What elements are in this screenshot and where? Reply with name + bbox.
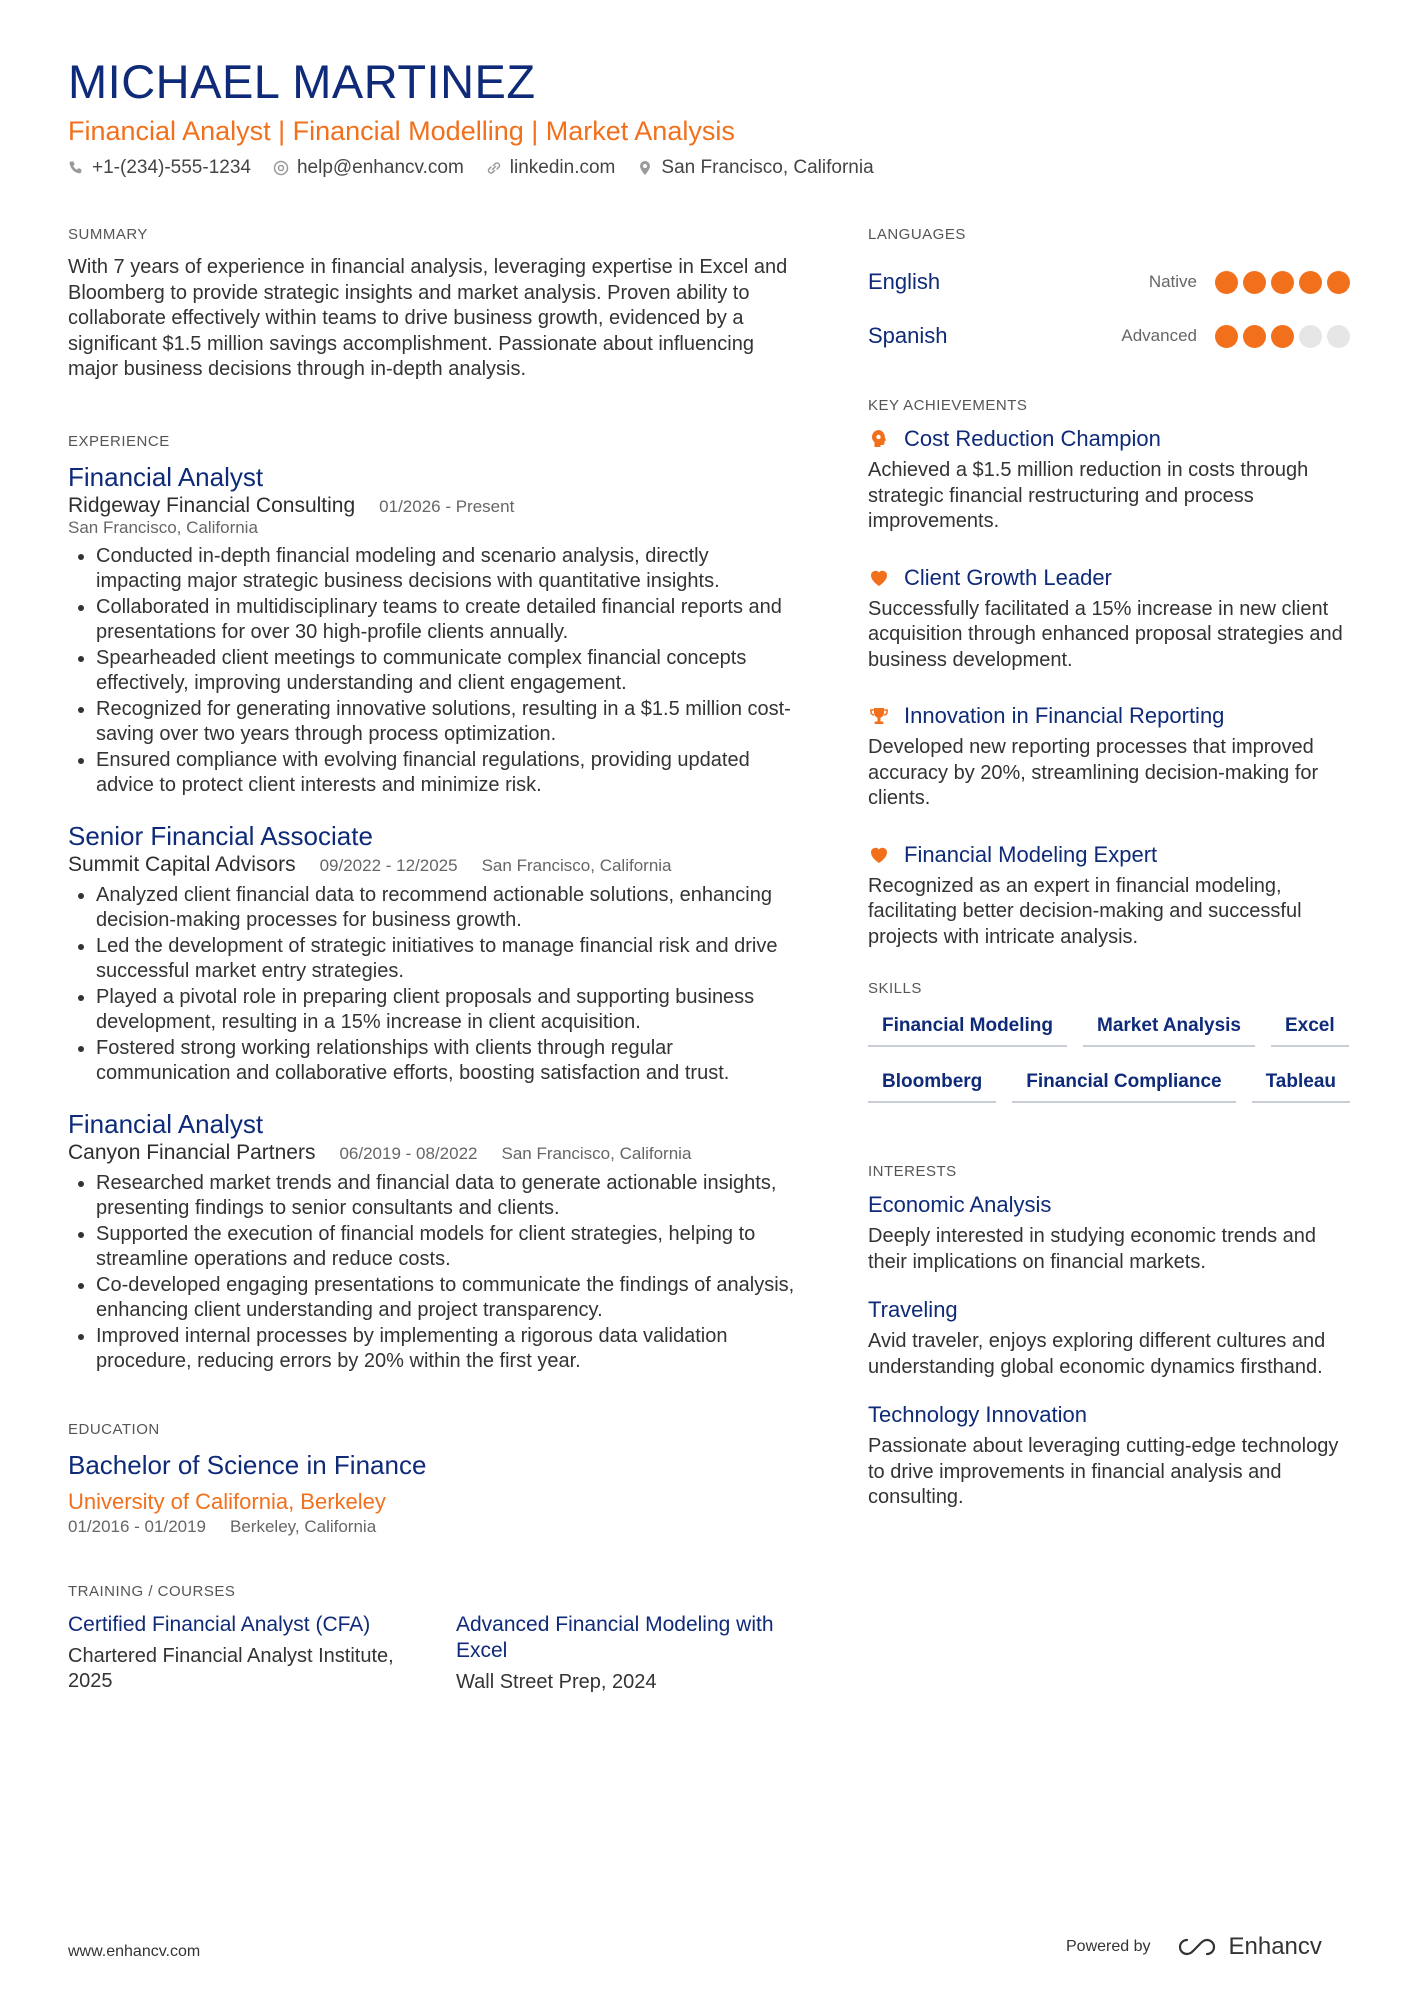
brand-logo[interactable] [1175, 1933, 1322, 1961]
summary-heading: SUMMARY [68, 226, 148, 243]
contact-linkedin[interactable] [486, 157, 616, 179]
job-company-line [68, 853, 796, 877]
achievement-item [868, 565, 1350, 674]
language-row [868, 255, 1350, 309]
job-bullet: • Co-developed engaging presentations to communicate the findings of analysis, enhancing client understanding and project transparency. [96, 1273, 796, 1324]
job-location: San Francisco, California [501, 1143, 692, 1163]
education-meta [68, 1517, 796, 1537]
education-dates: 01/2016 - 01/2019 [68, 1516, 207, 1536]
achievement-title: Financial Modeling Expert [904, 841, 1158, 867]
heart-icon [868, 567, 890, 589]
achievement-description: Achieved a $1.5 million reduction in costs through strategic financial restructuring and process improvements. [868, 459, 1309, 532]
skill-tag: Market Analysis [1083, 1009, 1255, 1047]
training-heading: TRAINING / COURSES [68, 1582, 236, 1600]
job-bullet: • Led the development of strategic initiatives to manage financial risk and drive successful market entry strategies. [96, 934, 796, 985]
footer-website[interactable]: www.enhancv.com [68, 1943, 201, 1960]
achievement-title: Cost Reduction Champion [904, 426, 1161, 451]
job-role: Senior Financial Associate [68, 820, 373, 851]
job-bullet: • Fostered strong working relationships with clients through regular communication and collaborative efforts, boosting satisfaction and trust. [96, 1036, 796, 1087]
language-name: English [868, 269, 941, 294]
location-text: San Francisco, California [661, 157, 874, 178]
experience-section [68, 433, 796, 1375]
achievement-item [868, 842, 1350, 951]
skill-tag: Excel [1271, 1009, 1349, 1047]
training-list [68, 1612, 796, 1695]
achievement-item [868, 426, 1350, 535]
achievement-description: Successfully facilitated a 15% increase in new client acquisition through enhanced proposal strategies and business development. [868, 597, 1343, 671]
lightbulb-head-icon [868, 428, 890, 450]
contact-bar [68, 157, 874, 179]
training-item [456, 1612, 792, 1695]
phone-icon [68, 160, 84, 176]
job-location: San Francisco, California [68, 517, 258, 537]
education-heading: EDUCATION [68, 1420, 160, 1438]
at-icon [273, 160, 289, 176]
achievement-description: Recognized as an expert in financial modeling, facilitating better decision-making and successful projects with intricate analysis. [868, 874, 1302, 948]
achievement-description: Developed new reporting processes that improved accuracy by 20%, streamlining decision-making for clients. [868, 736, 1319, 809]
achievements-section [868, 397, 1350, 950]
job-bullet: • Analyzed client financial data to recommend actionable solutions, enhancing decision-making processes for business growth. [96, 883, 796, 934]
heart-icon [868, 844, 890, 866]
headline: Financial Analyst | Financial Modelling | Market Analysis [68, 116, 735, 146]
achievement-header [868, 842, 1350, 868]
training-provider: Wall Street Prep, 2024 [456, 1670, 657, 1693]
summary-section [68, 226, 796, 383]
job-bullet: • Ensured compliance with evolving financial regulations, providing updated advice to protect client interests and minimize risk. [96, 748, 796, 799]
experience-heading: EXPERIENCE [68, 432, 170, 450]
achievements-heading: KEY ACHIEVEMENTS [868, 397, 1028, 414]
rating-dot-empty [1327, 325, 1350, 348]
rating-dot-filled [1215, 325, 1238, 348]
skill-tag: Tableau [1252, 1065, 1350, 1103]
job-dates: 09/2022 - 12/2025 [319, 855, 458, 875]
interest-title: Economic Analysis [868, 1192, 1052, 1217]
education-school: University of California, Berkeley [68, 1488, 386, 1514]
job-bullet: • Supported the execution of financial models for client strategies, helping to streamline operations and reduce costs. [96, 1222, 796, 1273]
rating-dot-filled [1327, 271, 1350, 294]
interest-title: Technology Innovation [868, 1402, 1087, 1427]
interest-item [868, 1192, 1350, 1275]
rating-dot-empty [1299, 325, 1322, 348]
achievement-header [868, 703, 1350, 729]
job-dates: 01/2026 - Present [379, 496, 515, 516]
right-column [868, 226, 1350, 1533]
rating-dot-filled [1271, 271, 1294, 294]
achievement-item [868, 703, 1350, 812]
job-bullet: • Recognized for generating innovative solutions, resulting in a $1.5 million cost-saving over two years through process optimization. [96, 697, 796, 748]
job-company: Canyon Financial Partners [68, 1140, 316, 1164]
job-company: Ridgeway Financial Consulting [68, 493, 356, 517]
rating-dot-filled [1299, 271, 1322, 294]
rating-dot-filled [1243, 271, 1266, 294]
job-bullet: • Conducted in-depth financial modeling and scenario analysis, directly impacting major strategic business decisions with quantitative insights. [96, 544, 796, 595]
job-company: Summit Capital Advisors [68, 852, 296, 876]
achievement-title: Client Growth Leader [904, 564, 1112, 590]
achievement-header [868, 565, 1350, 591]
linkedin-text: linkedin.com [509, 157, 616, 178]
training-title: Certified Financial Analyst (CFA) [68, 1612, 371, 1636]
phone-text: +1-(234)-555-1234 [92, 157, 251, 178]
education-section [68, 1421, 796, 1537]
job-role: Financial Analyst [68, 1108, 264, 1139]
training-section [68, 1583, 796, 1695]
rating-dot-filled [1271, 325, 1294, 348]
skills-list [868, 1009, 1350, 1103]
enhancv-logo-icon [1175, 1936, 1219, 1958]
job-company-line [68, 1141, 796, 1165]
contact-phone[interactable] [68, 157, 251, 179]
interest-item [868, 1297, 1350, 1380]
interest-description: Deeply interested in studying economic trends and their implications on financial markets. [868, 1225, 1317, 1273]
left-column [68, 226, 796, 1695]
contact-location [637, 157, 873, 179]
training-title: Advanced Financial Modeling with Excel [456, 1612, 774, 1662]
languages-heading: LANGUAGES [868, 226, 966, 243]
job-location: San Francisco, California [481, 855, 672, 875]
interest-title: Traveling [868, 1297, 958, 1322]
job-dates: 06/2019 - 08/2022 [339, 1143, 478, 1163]
job-entry [68, 821, 796, 1087]
job-bullet: • Spearheaded client meetings to communicate complex financial concepts effectively, improving understanding and client engagement. [96, 646, 796, 697]
job-bullets [68, 1171, 796, 1375]
language-level: Native [1148, 272, 1197, 291]
footer-branding [1066, 1933, 1322, 1961]
brand-name: Enhancv [1228, 1933, 1322, 1960]
trophy-icon [868, 705, 890, 727]
language-rating [1215, 271, 1350, 294]
education-location: Berkeley, California [230, 1516, 377, 1536]
interest-item [868, 1402, 1350, 1511]
job-bullet: • Researched market trends and financial data to generate actionable insights, presenting findings to senior consultants and clients. [96, 1171, 796, 1222]
interest-description: Passionate about leveraging cutting-edge technology to drive improvements in financial analysis and consulting. [868, 1435, 1339, 1508]
link-icon [486, 160, 502, 176]
interest-description: Avid traveler, enjoys exploring different cultures and understanding global economic dynamics firsthand. [868, 1330, 1326, 1378]
candidate-name: MICHAEL MARTINEZ [68, 55, 536, 108]
skill-tag: Bloomberg [868, 1065, 996, 1103]
training-provider: Chartered Financial Analyst Institute, 2025 [68, 1644, 394, 1692]
summary-text: With 7 years of experience in financial analysis, leveraging expertise in Excel and Bloomberg to provide strategic insights and market analysis. Proven ability to collaborate effectively within teams to drive business growth, evidenced by a significant $1.5 million savings accomplishment. Passionate about influencing major business decisions through in-depth analysis. [68, 256, 788, 380]
job-entry [68, 462, 796, 799]
skill-tag: Financial Compliance [1012, 1065, 1235, 1103]
email-text: help@enhancv.com [296, 157, 464, 178]
interests-heading: INTERESTS [868, 1163, 957, 1180]
job-bullet: • Played a pivotal role in preparing client proposals and supporting business development, resulting in a 15% increase in client acquisition. [96, 985, 796, 1036]
language-name: Spanish [868, 323, 948, 348]
job-entry [68, 1109, 796, 1375]
language-row [868, 309, 1350, 363]
achievement-title: Innovation in Financial Reporting [904, 703, 1225, 728]
contact-email[interactable] [273, 157, 464, 179]
skill-tag: Financial Modeling [868, 1009, 1067, 1047]
job-bullets [68, 544, 796, 799]
achievement-header [868, 426, 1350, 452]
skills-section [868, 980, 1350, 1103]
job-role: Financial Analyst [68, 461, 264, 492]
language-rating [1215, 325, 1350, 348]
job-bullet: • Improved internal processes by implementing a rigorous data validation procedure, reducing errors by 20% within the first year. [96, 1324, 796, 1375]
job-bullets [68, 883, 796, 1087]
education-degree: Bachelor of Science in Finance [68, 1449, 427, 1480]
interests-section [868, 1163, 1350, 1511]
skills-heading: SKILLS [868, 980, 922, 997]
training-item [68, 1612, 404, 1695]
rating-dot-filled [1215, 271, 1238, 294]
rating-dot-filled [1243, 325, 1266, 348]
job-bullet: • Collaborated in multidisciplinary teams to create detailed financial reports and presentations for over 30 high-profile clients annually. [96, 595, 796, 646]
language-level: Advanced [1121, 326, 1197, 345]
powered-by-label: Powered by [1066, 1938, 1151, 1955]
languages-section [868, 226, 1350, 363]
job-company-line [68, 494, 796, 518]
location-pin-icon [637, 160, 653, 176]
